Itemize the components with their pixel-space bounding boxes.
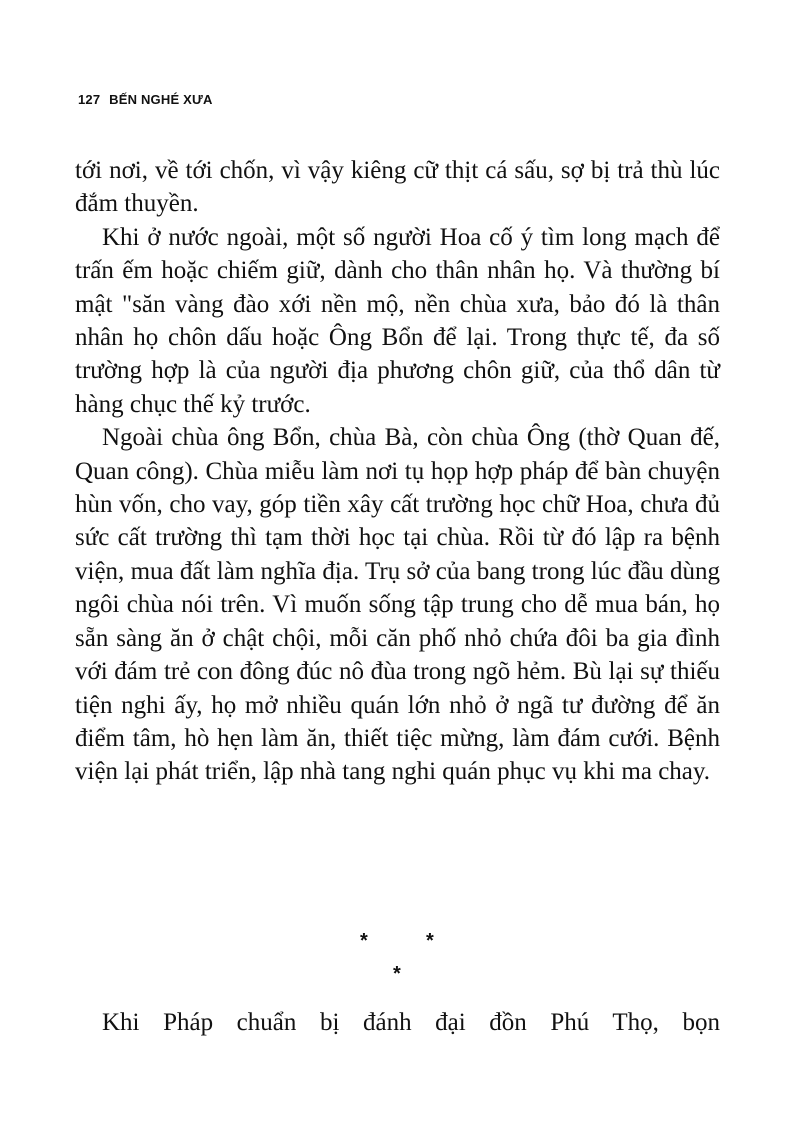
running-title: BẾN NGHÉ XƯA: [109, 92, 213, 107]
asterisk-1: *: [360, 930, 368, 952]
paragraph-3: Ngoài chùa ông Bổn, chùa Bà, còn chùa Ông (thờ Quan đế, Quan công). Chùa miễu làm nơi tụ họp hợp pháp để bàn chuyện hùn vốn, cho vay, góp tiền xây cất trường học chữ Hoa, chưa đủ sức cất trường thì tạm thời học tại chùa. Rồi từ đó lập ra bệnh viện, mua đất làm nghĩa địa. Trụ sở của bang trong lúc đầu dùng ngôi chùa nói trên. Vì muốn sống tập trung cho dễ mua bán, họ sẵn sàng ăn ở chật chội, mỗi căn phố nhỏ chứa đôi ba gia đình với đám trẻ con đông đúc nô đùa trong ngõ hẻm. Bù lại sự thiếu tiện nghi ấy, họ mở nhiều quán lớn nhỏ ở ngã tư đường để ăn điểm tâm, hò hẹn làm ăn, thiết tiệc mừng, làm đám cưới. Bệnh viện lại phát triển, lập nhà tang nghi quán phục vụ khi ma chay.: [75, 424, 720, 786]
paragraph-4-start: Khi Pháp chuẩn bị đánh đại đồn Phú Thọ, bọn: [102, 1009, 720, 1036]
section-break-asterism: [0, 930, 793, 990]
running-header: [78, 92, 213, 107]
asterisk-3: *: [393, 963, 401, 985]
body-text: [75, 154, 720, 789]
paragraph-2: Khi ở nước ngoài, một số người Hoa cố ý tìm long mạch để trấn ếm hoặc chiếm giữ, dành cho thân nhân họ. Và thường bí mật "săn vàng đào xới nền mộ, nền chùa xưa, bảo đó là thân nhân họ chôn dấu hoặc Ông Bổn để lại. Trong thực tế, đa số trường hợp là của người địa phương chôn giữ, của thổ dân từ hàng chục thế kỷ trước.: [75, 223, 720, 418]
page-number: 127: [78, 92, 101, 107]
asterisk-2: *: [426, 930, 434, 952]
paragraph-1: tới nơi, về tới chốn, vì vậy kiêng cữ thịt cá sấu, sợ bị trả thù lúc đắm thuyền.: [75, 157, 720, 218]
